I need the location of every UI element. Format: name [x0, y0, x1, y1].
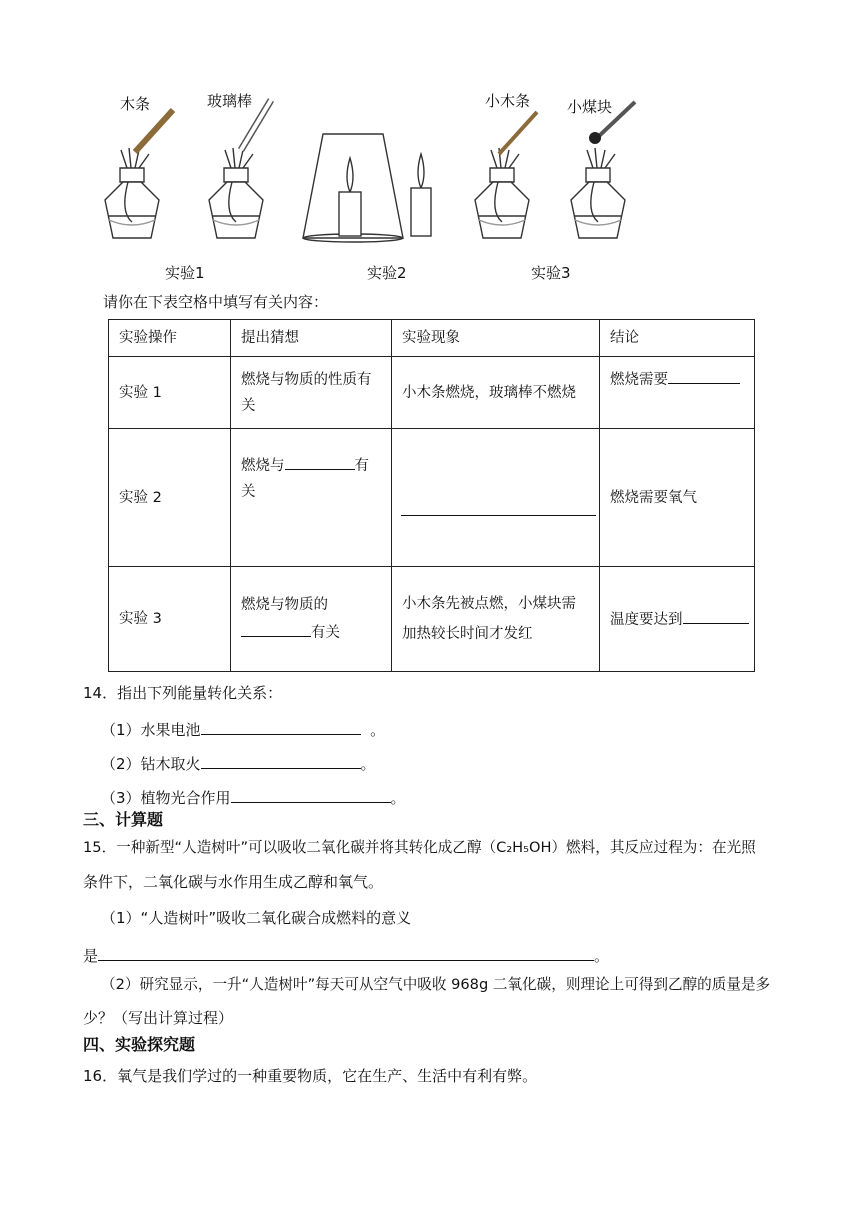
- label-wood-stick: 木条: [120, 95, 151, 113]
- blank-q14-3[interactable]: [231, 784, 391, 803]
- row2-guess-b: 有关: [241, 458, 369, 500]
- q15-sub2a: （2）研究显示，一升“人造树叶”每天可从空气中吸收 968g 二氧化碳，则理论上可得到乙醇的质量是多: [101, 976, 771, 993]
- small-wood-stick: [499, 112, 537, 154]
- row1-phenomenon: 小木条燃烧，玻璃棒不燃烧: [392, 357, 600, 429]
- alcohol-lamp-1: [105, 148, 159, 238]
- row3-op: 实验 3: [109, 567, 231, 672]
- q15-line2: 条件下，二氧化碳与水作用生成乙醇和氧气。: [83, 873, 384, 891]
- header-op: 实验操作: [109, 320, 231, 357]
- row3-conclusion: 温度要达到: [610, 612, 683, 628]
- caption-exp1: 实验1: [165, 264, 205, 282]
- q15-line1: 15．一种新型“人造树叶”可以吸收二氧化碳并将其转化成乙醇（C₂H₅OH）燃料，其反应过程为：在光照: [83, 839, 756, 856]
- table-row: [109, 429, 755, 567]
- wood-stick-1: [135, 110, 173, 152]
- header-phenomenon: 实验现象: [392, 320, 600, 357]
- q14-title: 14．指出下列能量转化关系：: [83, 684, 283, 702]
- q14-item-2: （2）钻木取火 。: [101, 750, 376, 774]
- row1-conclusion: 燃烧需要: [610, 372, 668, 388]
- experiment-table: [108, 319, 755, 672]
- blank-q14-1[interactable]: [201, 716, 361, 735]
- caption-exp3: 实验3: [531, 264, 571, 282]
- candle: [411, 154, 431, 236]
- blank-phenomenon-2[interactable]: [401, 497, 596, 516]
- row2-op: 实验 2: [109, 429, 231, 567]
- row3-guess-b: 有关: [311, 625, 340, 641]
- section-4-heading: 四、实验探究题: [83, 1035, 196, 1054]
- label-glass-rod: 玻璃棒: [207, 92, 253, 110]
- blank-guess-3[interactable]: [241, 618, 311, 637]
- label-coal: 小煤块: [567, 98, 613, 116]
- q15-sub1: （1）“人造树叶”吸收二氧化碳合成燃料的意义: [101, 909, 412, 927]
- q15-sub1-answer: 是 。: [83, 942, 609, 966]
- blank-conclusion-3[interactable]: [683, 605, 749, 624]
- header-conclusion: 结论: [600, 320, 755, 357]
- q16-text: 16．氧气是我们学过的一种重要物质，它在生产、生活中有利有弊。: [83, 1067, 538, 1085]
- blank-q14-2[interactable]: [201, 750, 361, 769]
- row2-conclusion: 燃烧需要氧气: [600, 429, 755, 567]
- label-small-wood-stick: 小木条: [485, 92, 531, 110]
- caption-exp2: 实验2: [367, 264, 407, 282]
- alcohol-lamp-4: [571, 148, 625, 238]
- section-3-heading: 三、计算题: [83, 810, 164, 829]
- blank-q15-1[interactable]: [98, 942, 594, 961]
- q15-sub2b: 少？（写出计算过程）: [83, 1009, 234, 1027]
- experiment-figure: [95, 88, 655, 288]
- table-row: [109, 567, 755, 672]
- q14-item-1: （1）水果电池 。: [101, 716, 385, 740]
- row2-guess-a: 燃烧与: [241, 458, 285, 474]
- table-intro: 请你在下表空格中填写有关内容：: [103, 293, 329, 311]
- alcohol-lamp-3: [475, 148, 529, 238]
- blank-conclusion-1[interactable]: [668, 365, 740, 384]
- row1-op: 实验 1: [109, 357, 231, 429]
- header-guess: 提出猜想: [231, 320, 392, 357]
- q14-item-3: （3）植物光合作用 。: [101, 784, 406, 808]
- table-header-row: [109, 320, 755, 357]
- row1-guess: 燃烧与物质的性质有关: [231, 357, 392, 429]
- alcohol-lamp-2: [209, 148, 263, 238]
- candle-in-jar: [303, 134, 403, 242]
- row3-phenomenon: 小木条先被点燃，小煤块需加热较长时间才发红: [392, 567, 600, 672]
- table-row: [109, 357, 755, 429]
- row3-guess-a: 燃烧与物质的: [241, 597, 328, 613]
- blank-guess-2[interactable]: [285, 451, 355, 470]
